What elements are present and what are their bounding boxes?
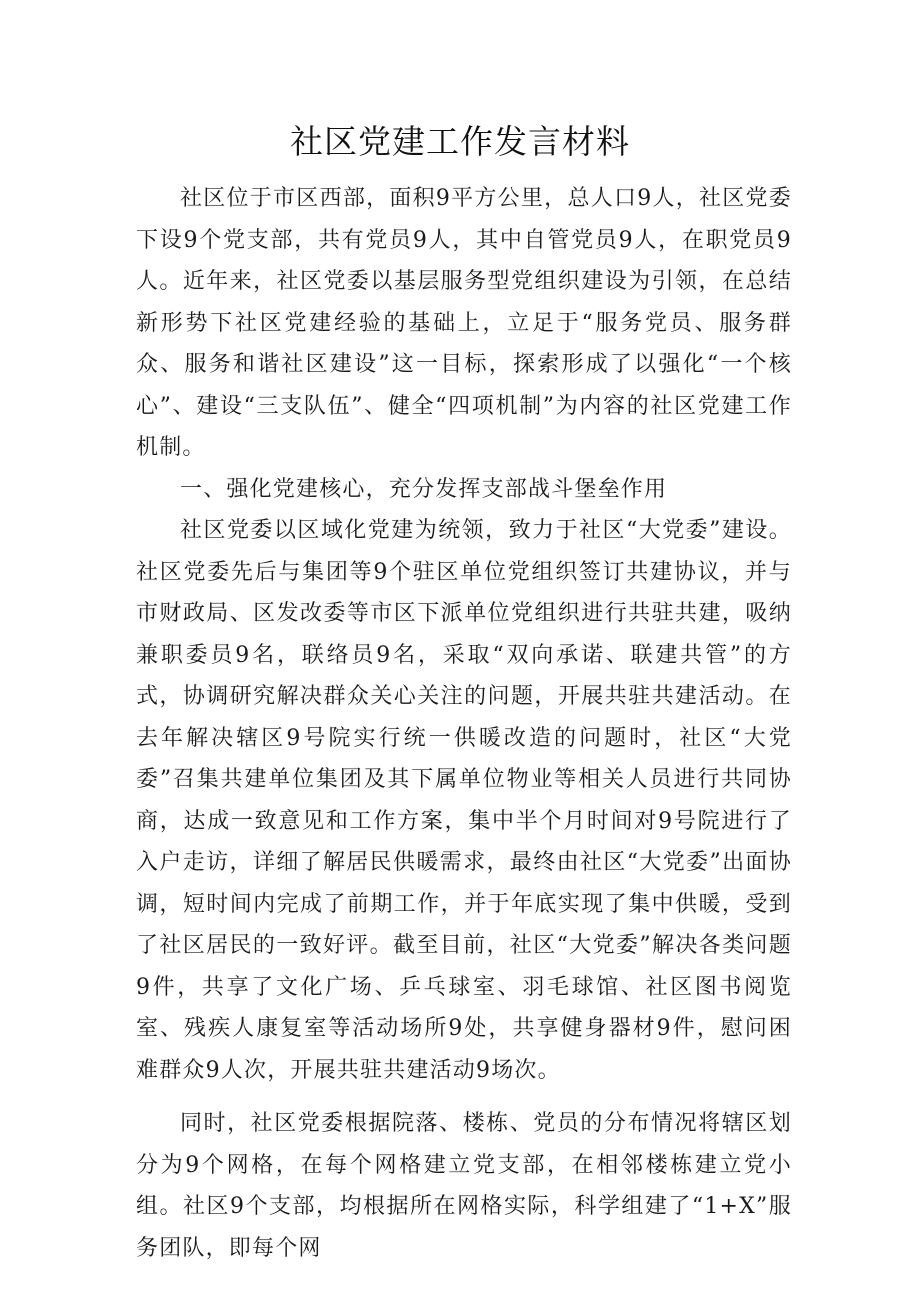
paragraph-section-1: 社区党委以区域化党建为统领，致力于社区“大党委”建设。社区党委先后与集团等9个驻区单位党组织签订共建协议，并与市财政局、区发改委等市区下派单位党组织进行共驻共建，吸纳兼职委员9名，联络员9名，采取“双向承诺、联建共管”的方式，协调研究解决群众关心关注的问题，开展共驻共建活动。在去年解决辖区9号院实行统一供暖改造的问题时，社区“大党委”召集共建单位集团及其下属单位物业等相关人员进行共同协商，达成一致意见和工作方案，集中半个月时间对9号院进行了入户走访，详细了解居民供暖需求，最终由社区“大党委”出面协调，短时间内完成了前期工作，并于年底实现了集中供暖，受到了社区居民的一致好评。截至目前，社区“大党委”解决各类问题9件，共享了文化广场、乒乓球室、羽毛球馆、社区图书阅览室、残疾人康复室等活动场所9处，共享健身器材9件，慰问困难群众9人次，开展共驻共建活动9场次。: [136, 518, 792, 1083]
paragraph-grid-management: 同时，社区党委根据院落、楼栋、党员的分布情况将辖区划分为9个网格，在每个网格建立党支部，在相邻楼栋建立党小组。社区9个支部，均根据所在网格实际，科学组建了“1+X”服务团队，即每个网: [136, 1111, 792, 1261]
document-body: [136, 178, 792, 1269]
paragraph-intro: 社区位于市区西部，面积9平方公里，总人口9人，社区党委下设9个党支部，共有党员9人，其中自管党员9人，在职党员9人。近年来，社区党委以基层服务型党组织建设为引领，在总结新形势下社区党建经验的基础上，立足于“服务党员、服务群众、服务和谐社区建设”这一目标，探索形成了以强化“一个核心”、建设“三支队伍”、健全“四项机制”为内容的社区党建工作机制。: [136, 186, 792, 460]
section-heading-1: 一、强化党建核心，充分发挥支部战斗堡垒作用: [180, 476, 668, 502]
document-title: 社区党建工作发言材料: [290, 122, 630, 161]
